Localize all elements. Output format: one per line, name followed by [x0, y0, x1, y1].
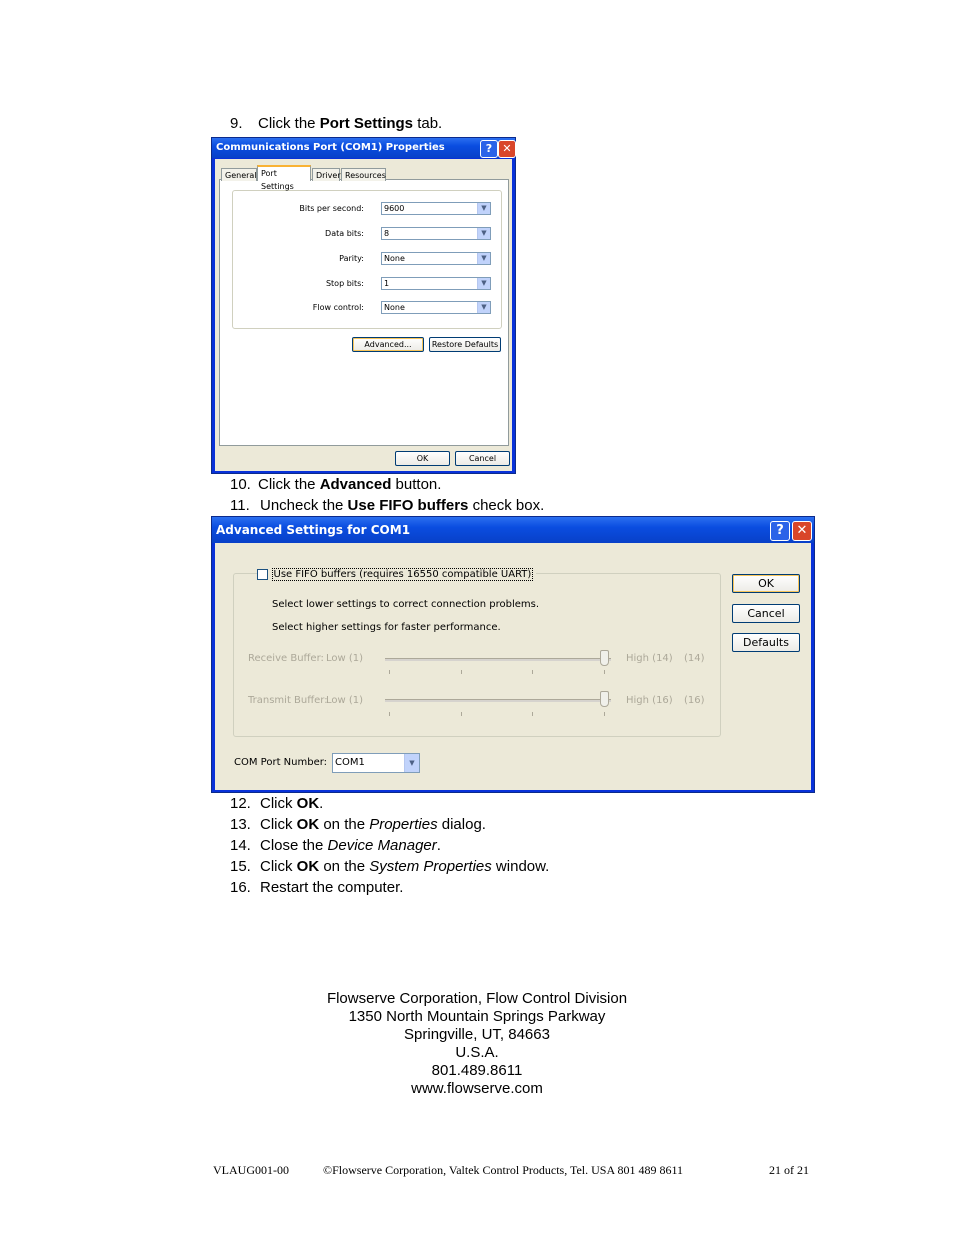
close-icon[interactable]: ✕ — [792, 521, 812, 541]
receive-slider-thumb[interactable] — [600, 650, 609, 666]
company-address — [0, 990, 954, 1098]
close-icon[interactable]: ✕ — [498, 140, 516, 158]
chevron-down-icon: ▼ — [404, 754, 419, 772]
step-10: 10. Click the Advanced button. — [230, 476, 442, 493]
fifo-row — [257, 567, 536, 580]
field-label: Bits per second: — [299, 204, 364, 213]
restore-defaults-button[interactable]: Restore Defaults — [429, 337, 501, 352]
tab-panel — [219, 179, 509, 446]
slider-tick — [389, 712, 390, 716]
receive-buffer-label: Receive Buffer: — [248, 653, 324, 664]
advanced-button[interactable]: Advanced... — [352, 337, 424, 352]
slider-tick — [532, 712, 533, 716]
step-11: 11. Uncheck the Use FIFO buffers check box. — [230, 497, 545, 514]
use-fifo-checkbox[interactable] — [257, 569, 268, 580]
slider-tick — [604, 670, 605, 674]
chevron-down-icon: ▼ — [477, 203, 490, 214]
advanced-settings-dialog — [211, 516, 815, 793]
step-9: 9. Click the Port Settings tab. — [230, 115, 443, 132]
dialog-title: Communications Port (COM1) Properties — [212, 138, 515, 158]
data-bits-select[interactable]: 8 ▼ — [381, 227, 491, 240]
stop-bits-select[interactable]: 1 ▼ — [381, 277, 491, 290]
parity-select[interactable]: None ▼ — [381, 252, 491, 265]
field-label: Data bits: — [325, 229, 364, 238]
address-line: Flowserve Corporation, Flow Control Division — [326, 990, 628, 1007]
step-16: 16. Restart the computer. — [230, 879, 404, 896]
field-label: Parity: — [339, 254, 364, 263]
chevron-down-icon: ▼ — [477, 278, 490, 289]
copyright-notice: ©Flowserve Corporation, Valtek Control Products, Tel. USA 801 489 8611 — [323, 1163, 684, 1177]
step-13: 13. Click OK on the Properties dialog. — [230, 816, 486, 833]
hint-lower: Select lower settings to correct connection problems. — [272, 599, 540, 610]
receive-slider-track — [385, 658, 611, 661]
cancel-button[interactable]: Cancel — [732, 604, 800, 623]
receive-value: (14) — [684, 653, 705, 664]
address-line: U.S.A. — [455, 1044, 499, 1061]
transmit-slider-track — [385, 699, 611, 702]
transmit-value: (16) — [684, 695, 705, 706]
field-label: Flow control: — [312, 303, 364, 312]
step-12: 12. Click OK. — [230, 795, 324, 812]
tab-general[interactable]: General — [221, 168, 257, 181]
slider-tick — [604, 712, 605, 716]
page-number: 21 of 21 — [769, 1163, 809, 1177]
chevron-down-icon: ▼ — [477, 302, 490, 313]
cancel-button[interactable]: Cancel — [455, 451, 510, 466]
hint-higher: Select higher settings for faster performance. — [272, 622, 501, 633]
com-port-properties-dialog — [211, 137, 516, 474]
document-id: VLAUG001-00 — [213, 1163, 289, 1177]
defaults-button[interactable]: Defaults — [732, 633, 800, 652]
dialog-title: Advanced Settings for COM1 — [212, 517, 814, 543]
step-15: 15. Click OK on the System Properties window. — [230, 858, 550, 875]
slider-tick — [461, 712, 462, 716]
flow-control-select[interactable]: None ▼ — [381, 301, 491, 314]
help-icon[interactable]: ? — [770, 521, 790, 541]
chevron-down-icon: ▼ — [477, 228, 490, 239]
tab-port-settings[interactable]: Port Settings — [257, 165, 311, 181]
transmit-buffer-label: Transmit Buffer: — [248, 695, 328, 706]
chevron-down-icon: ▼ — [477, 253, 490, 264]
ok-button[interactable]: OK — [732, 574, 800, 593]
address-line: Springville, UT, 84663 — [404, 1026, 550, 1043]
dialog-client — [215, 159, 512, 471]
address-line: 1350 North Mountain Springs Parkway — [348, 1008, 606, 1025]
bits-per-second-select[interactable]: 9600 ▼ — [381, 202, 491, 215]
slider-tick — [532, 670, 533, 674]
tab-resources[interactable]: Resources — [341, 168, 386, 181]
transmit-high-label: High (16) — [626, 695, 673, 706]
com-port-number-label: COM Port Number: — [234, 757, 328, 768]
slider-tick — [389, 670, 390, 674]
address-line: www.flowserve.com — [411, 1080, 543, 1097]
help-icon[interactable]: ? — [480, 140, 498, 158]
receive-low-label: Low (1) — [326, 653, 364, 664]
com-port-number-select[interactable]: COM1 ▼ — [332, 753, 420, 773]
field-label: Stop bits: — [325, 279, 364, 288]
tab-driver[interactable]: Driver — [312, 168, 340, 181]
address-line: 801.489.8611 — [431, 1062, 523, 1079]
transmit-low-label: Low (1) — [326, 695, 364, 706]
step-14: 14. Close the Device Manager. — [230, 837, 441, 854]
receive-high-label: High (14) — [626, 653, 673, 664]
fifo-label[interactable]: Use FIFO buffers (requires 16550 compatible UART) — [273, 569, 532, 580]
slider-tick — [461, 670, 462, 674]
ok-button[interactable]: OK — [395, 451, 450, 466]
dialog-client — [215, 543, 811, 790]
transmit-slider-thumb[interactable] — [600, 691, 609, 707]
